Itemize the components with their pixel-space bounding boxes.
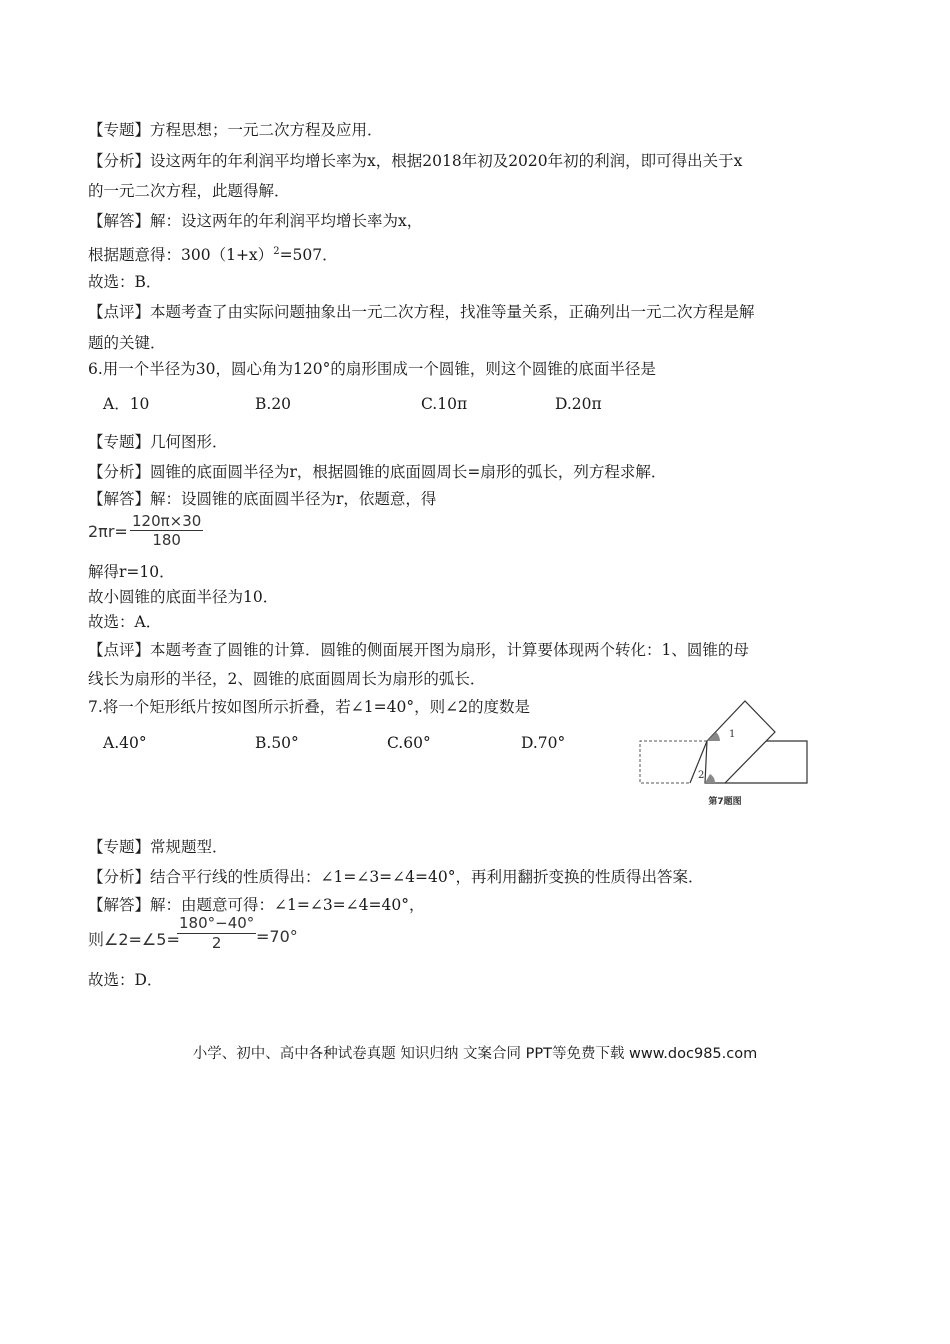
q6-option-a: A．10	[103, 395, 150, 413]
q7-choose: 故选：D．	[88, 971, 163, 989]
q5-comment-line2: 题的关键．	[88, 334, 166, 352]
page-footer: 小学、初中、高中各种试卷真题 知识归纳 文案合同 PPT等免费下载 www.doc985.com	[192, 1046, 758, 1062]
q6-option-b: B.20	[255, 395, 292, 413]
q6-formula-fraction	[130, 512, 203, 549]
q7-option-d: D.70°	[521, 734, 566, 752]
q6-stem: 6.用一个半径为30，圆心角为120°的扇形围成一个圆锥，则这个圆锥的底面半径是	[88, 360, 656, 378]
q5-choose: 故选：B．	[88, 273, 162, 291]
q6-option-c: C.10π	[421, 395, 468, 413]
q7-formula-denominator: 2	[211, 934, 222, 952]
q7-option-a: A.40°	[103, 734, 147, 752]
q7-option-c: C.60°	[387, 734, 431, 752]
q6-answer: 【解答】解：设圆锥的底面圆半径为r，依题意，得	[88, 490, 437, 508]
q6-solve: 解得r=10．	[88, 563, 175, 581]
q7-option-b: B.50°	[255, 734, 299, 752]
q5-answer-line1: 【解答】解：设这两年的年利润平均增长率为x，	[88, 212, 423, 230]
q6-topic: 【专题】几何图形．	[88, 433, 228, 451]
q5-answer-line2: 根据题意得：$300(1+x)^2=507$．	[88, 246, 338, 264]
q5-analysis-line1: 【分析】设这两年的年利润平均增长率为x，根据2018年初及2020年初的利润，即可得出关于x	[88, 152, 743, 170]
q6-formula-lhs: 2πr=	[88, 522, 128, 541]
q7-formula-lhs: 则∠2=∠5=	[88, 930, 180, 949]
q7-folded-rectangle-figure	[630, 694, 820, 814]
q7-analysis: 【分析】结合平行线的性质得出：∠1=∠3=∠4=40°，再利用翻折变换的性质得出答案．	[88, 868, 704, 886]
q7-formula-fraction	[177, 914, 256, 953]
q7-angle-1-label: 1	[729, 729, 736, 740]
q6-formula-numerator: 120π×30	[132, 512, 202, 530]
q6-option-d: D.20π	[555, 395, 602, 413]
q7-figure-dashed-outline	[640, 741, 707, 783]
q7-angle-2-label: 2	[698, 770, 705, 781]
q6-conclude: 故小圆锥的底面半径为10．	[88, 588, 279, 606]
q6-formula-denominator: 180	[152, 531, 181, 549]
q5-analysis-line2: 的一元二次方程，此题得解．	[88, 182, 290, 200]
q7-topic: 【专题】常规题型．	[88, 838, 228, 856]
q5-comment-line1: 【点评】本题考查了由实际问题抽象出一元二次方程，找准等量关系，正确列出一元二次方程是解	[88, 303, 755, 321]
q7-figure-folded-strip	[705, 701, 775, 783]
q6-analysis: 【分析】圆锥的底面圆半径为r，根据圆锥的底面圆周长=扇形的弧长，列方程求解．	[88, 463, 667, 481]
q6-comment-line2: 线长为扇形的半径，2、圆锥的底面圆周长为扇形的弧长．	[88, 670, 486, 688]
q7-figure-caption: 第7题图	[708, 797, 742, 807]
q6-choose: 故选：A．	[88, 613, 162, 631]
q7-formula-numerator: 180°−40°	[179, 914, 255, 932]
q5-topic: 【专题】方程思想；一元二次方程及应用．	[88, 121, 383, 139]
q6-comment-line1: 【点评】本题考查了圆锥的计算．圆锥的侧面展开图为扇形，计算要体现两个转化：1、圆锥的母	[88, 641, 749, 659]
q7-stem: 7.将一个矩形纸片按如图所示折叠，若∠1=40°，则∠2的度数是	[88, 698, 530, 716]
q7-answer: 【解答】解：由题意可得：∠1=∠3=∠4=40°，	[88, 896, 425, 914]
q7-formula-rhs: =70°	[256, 927, 298, 946]
